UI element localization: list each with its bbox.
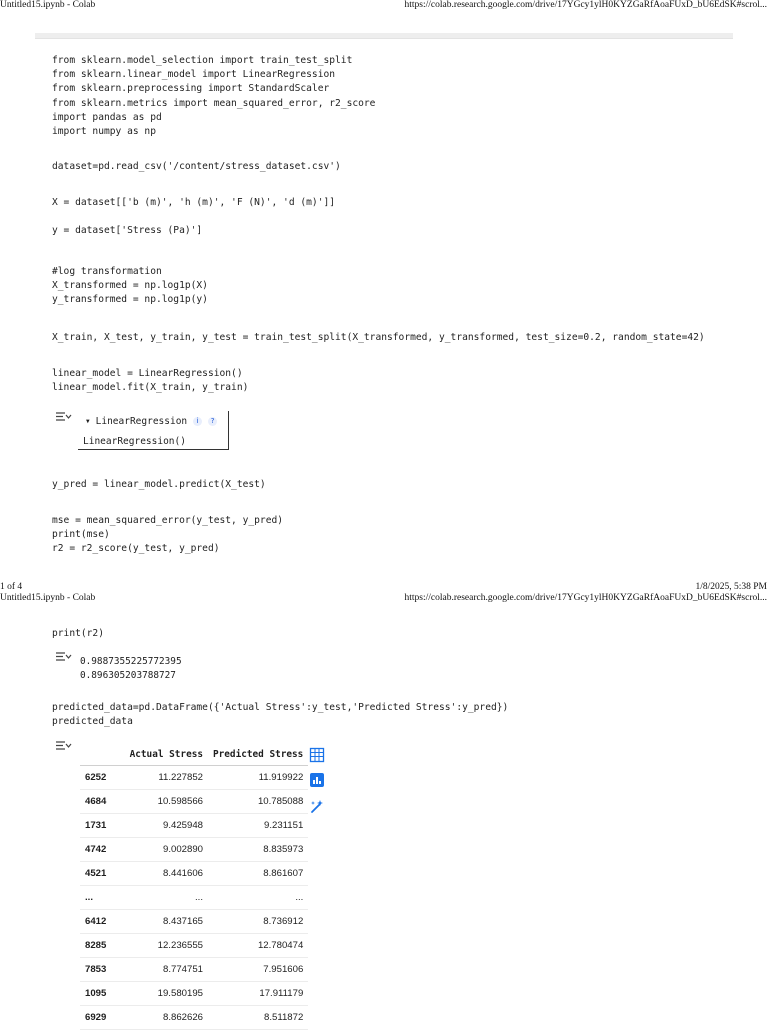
predicted-stress-cell: 7.951606	[208, 958, 308, 982]
predicted-stress-cell: 9.231151	[208, 814, 308, 838]
actual-stress-cell: 8.862626	[120, 1006, 208, 1030]
table-row	[80, 790, 308, 814]
predicted-stress-cell: 8.835973	[208, 838, 308, 862]
info-icon[interactable]: i	[193, 417, 202, 426]
table-row	[80, 766, 308, 790]
row-index: ...	[80, 886, 120, 910]
output-toggle-icon[interactable]	[54, 411, 72, 423]
predicted-stress-cell: 10.785088	[208, 790, 308, 814]
column-header[interactable]: Actual Stress	[120, 743, 208, 766]
code-cell-read-csv[interactable]: dataset=pd.read_csv('/content/stress_dataset.csv')	[52, 161, 341, 172]
table-row	[80, 814, 308, 838]
page-url: https://colab.research.google.com/drive/17YGcy1ylH0KYZGaRfAoaFUxD_bU6EdSK#scrol...	[404, 0, 767, 10]
actual-stress-cell: 8.441606	[120, 862, 208, 886]
code-cell-fit[interactable]: linear_model = LinearRegression() linear_model.fit(X_train, y_train)	[52, 368, 249, 394]
metrics-output: 0.9887355225772395 0.896305203788727	[80, 656, 182, 681]
actual-stress-cell: 11.227852	[120, 766, 208, 790]
row-index: 7853	[80, 958, 120, 982]
help-icon[interactable]: ?	[208, 417, 217, 426]
code-cell-dataframe[interactable]: predicted_data=pd.DataFrame({'Actual Stress':y_test,'Predicted Stress':y_pred}) predicted_data	[52, 702, 509, 728]
code-cell-split[interactable]: X_train, X_test, y_train, y_test = train_test_split(X_transformed, y_transformed, test_size=0.2, random_state=42)	[52, 332, 705, 343]
magic-wand-icon[interactable]	[309, 798, 325, 814]
predicted-stress-cell: 12.780474	[208, 934, 308, 958]
row-index: 4521	[80, 862, 120, 886]
code-cell-print-r2[interactable]: print(r2)	[52, 628, 104, 639]
predicted-stress-cell: 8.511872	[208, 1006, 308, 1030]
predicted-data-table	[80, 743, 308, 1030]
table-row	[80, 886, 308, 910]
output-toggle-icon[interactable]	[54, 740, 72, 752]
row-index: 4742	[80, 838, 120, 862]
code-cell-imports[interactable]: from sklearn.model_selection import train_test_split from sklearn.linear_model import LinearRegression from sklearn.preprocessing import StandardScaler from sklearn.metrics import mean_squared_error, r2_score import pandas as pd import numpy as np	[52, 55, 376, 138]
table-row	[80, 862, 308, 886]
row-index: 6412	[80, 910, 120, 934]
table-row	[80, 838, 308, 862]
table-view-icon[interactable]	[309, 747, 325, 763]
print-datetime: 1/8/2025, 5:38 PM	[695, 582, 767, 592]
table-header-row	[80, 743, 308, 766]
table-row	[80, 910, 308, 934]
actual-stress-cell: 9.425948	[120, 814, 208, 838]
code-cell-x-select[interactable]: X = dataset[['b (m)', 'h (m)', 'F (N)', 'd (m)']]	[52, 197, 336, 208]
collapse-triangle-icon[interactable]: ▼	[86, 418, 90, 425]
row-index: 4684	[80, 790, 120, 814]
actual-stress-cell: 8.774751	[120, 958, 208, 982]
table-row	[80, 1006, 308, 1030]
notebook-toolbar-strip	[35, 33, 733, 39]
actual-stress-cell: ...	[120, 886, 208, 910]
table-row	[80, 958, 308, 982]
actual-stress-cell: 9.002890	[120, 838, 208, 862]
chart-suggest-icon[interactable]	[309, 772, 325, 788]
code-cell-y-select[interactable]: y = dataset['Stress (Pa)']	[52, 225, 203, 236]
predicted-stress-cell: 8.736912	[208, 910, 308, 934]
widget-title: LinearRegression	[95, 416, 188, 427]
page-url: https://colab.research.google.com/drive/17YGcy1ylH0KYZGaRfAoaFUxD_bU6EdSK#scrol...	[404, 593, 767, 603]
page-title: Untitled15.ipynb - Colab	[0, 593, 96, 603]
output-toggle-icon[interactable]	[54, 651, 72, 663]
row-index: 6929	[80, 1006, 120, 1030]
widget-repr: LinearRegression()	[83, 436, 186, 447]
page-number: 1 of 4	[0, 582, 23, 592]
actual-stress-cell: 19.580195	[120, 982, 208, 1006]
predicted-stress-cell: 8.861607	[208, 862, 308, 886]
actual-stress-cell: 8.437165	[120, 910, 208, 934]
row-index: 8285	[80, 934, 120, 958]
code-cell-metrics[interactable]: mse = mean_squared_error(y_test, y_pred) print(mse) r2 = r2_score(y_test, y_pred)	[52, 515, 284, 555]
row-index: 1095	[80, 982, 120, 1006]
index-header	[80, 743, 120, 766]
code-cell-predict[interactable]: y_pred = linear_model.predict(X_test)	[52, 479, 266, 490]
table-row	[80, 982, 308, 1006]
row-index: 1731	[80, 814, 120, 838]
table-row	[80, 934, 308, 958]
linear-regression-widget[interactable]	[78, 411, 229, 450]
column-header[interactable]: Predicted Stress	[208, 743, 308, 766]
predicted-stress-cell: 17.911179	[208, 982, 308, 1006]
code-cell-log-transform[interactable]: #log transformation X_transformed = np.log1p(X) y_transformed = np.log1p(y)	[52, 266, 208, 306]
actual-stress-cell: 10.598566	[120, 790, 208, 814]
page-title: Untitled15.ipynb - Colab	[0, 0, 96, 10]
row-index: 6252	[80, 766, 120, 790]
predicted-stress-cell: ...	[208, 886, 308, 910]
actual-stress-cell: 12.236555	[120, 934, 208, 958]
predicted-stress-cell: 11.919922	[208, 766, 308, 790]
